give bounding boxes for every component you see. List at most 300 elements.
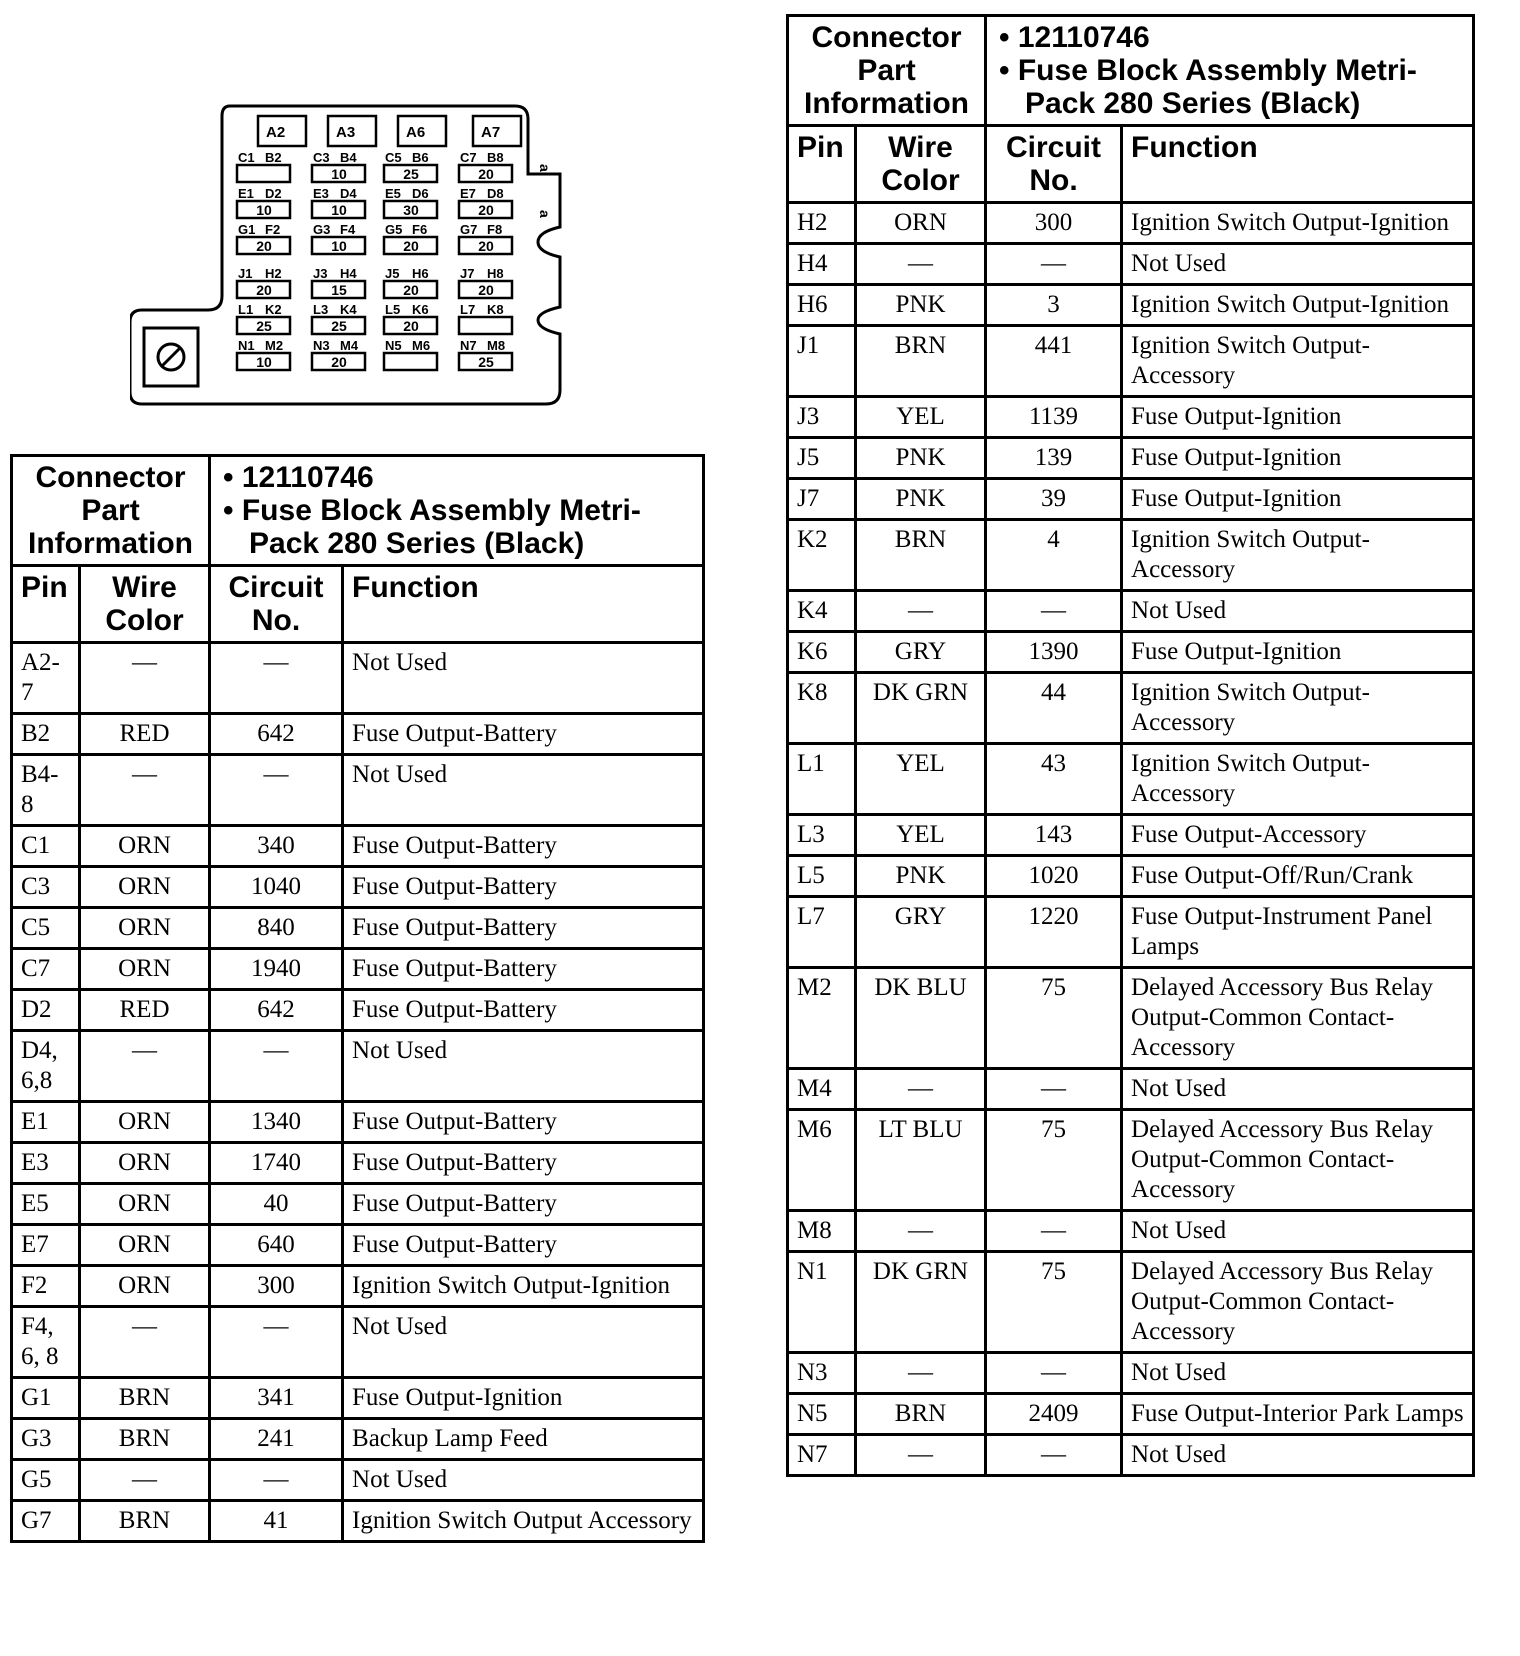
function-cell: Not Used (1122, 1435, 1474, 1476)
fuse-amperage: 20 (478, 166, 494, 182)
wire-color-cell: PNK (856, 479, 986, 520)
fuse-pin-left-label: G7 (460, 222, 478, 237)
wire-color-cell: — (856, 1435, 986, 1476)
pin-cell: F2 (12, 1266, 80, 1307)
fuse-amperage: 10 (256, 202, 272, 218)
fuse-pin-right-label: H2 (265, 266, 282, 281)
function-cell: Ignition Switch Output-Ignition (1122, 285, 1474, 326)
connector-part-info-label: Connector Part Information (788, 16, 986, 126)
circuit-cell: 40 (210, 1184, 343, 1225)
column-header-wire-color: Wire Color (856, 126, 986, 203)
pin-cell: L7 (788, 897, 856, 968)
function-cell: Fuse Output-Battery (343, 714, 704, 755)
connector-part-info-label: Connector Part Information (12, 456, 210, 566)
fuse-pin-left-label: G1 (238, 222, 256, 237)
wire-color-cell: ORN (80, 949, 210, 990)
function-cell: Fuse Output-Battery (343, 867, 704, 908)
fuse-pin-left-label: C3 (313, 150, 330, 165)
fuse-pin-left-label: E1 (238, 186, 254, 201)
function-cell: Ignition Switch Output Accessory (343, 1501, 704, 1542)
pin-row (12, 990, 704, 1031)
pin-cell: N7 (788, 1435, 856, 1476)
wire-color-cell: GRY (856, 897, 986, 968)
pin-row (12, 949, 704, 990)
fuse-pin-right-label: M4 (340, 338, 359, 353)
function-cell: Not Used (343, 1460, 704, 1501)
fuse-amperage: 10 (331, 202, 347, 218)
fuse-amperage: 20 (403, 282, 419, 298)
pin-row (788, 1069, 1474, 1110)
wire-color-cell: YEL (856, 815, 986, 856)
function-cell: Ignition Switch Output-Ignition (1122, 203, 1474, 244)
connector-part-info-values (210, 456, 704, 566)
column-header-circuit-no: Circuit No. (210, 566, 343, 643)
fuse-pin-left-label: L5 (385, 302, 401, 317)
circuit-cell: — (986, 1211, 1122, 1252)
top-slot-label: A3 (336, 124, 356, 141)
pin-row (12, 755, 704, 826)
pin-cell: N5 (788, 1394, 856, 1435)
circuit-cell: — (986, 591, 1122, 632)
pin-cell: B2 (12, 714, 80, 755)
circuit-cell: 143 (986, 815, 1122, 856)
fuse-pin-left-label: L3 (313, 302, 329, 317)
wire-color-cell: YEL (856, 397, 986, 438)
function-cell: Ignition Switch Output-Accessory (1122, 520, 1474, 591)
circuit-cell: 44 (986, 673, 1122, 744)
pin-row (12, 1031, 704, 1102)
wire-color-cell: ORN (80, 908, 210, 949)
wire-color-cell: ORN (856, 203, 986, 244)
left-pinout-table (10, 454, 705, 1543)
fuse-amperage: 20 (256, 282, 272, 298)
fuse-pin-left-label: C5 (385, 150, 402, 165)
wire-color-cell: — (856, 591, 986, 632)
pin-cell: E1 (12, 1102, 80, 1143)
circuit-cell: 39 (986, 479, 1122, 520)
connector-info-row (788, 16, 1474, 126)
circuit-cell: — (210, 1307, 343, 1378)
circuit-cell: — (986, 1353, 1122, 1394)
column-header-row (788, 126, 1474, 203)
wire-color-cell: — (80, 755, 210, 826)
pin-cell: G7 (12, 1501, 80, 1542)
fuse-amperage: 20 (256, 238, 272, 254)
fuse-pin-right-label: M6 (412, 338, 431, 353)
pin-row (788, 815, 1474, 856)
pin-row (788, 1394, 1474, 1435)
pin-row (788, 479, 1474, 520)
wire-color-cell: BRN (80, 1419, 210, 1460)
pin-cell: K8 (788, 673, 856, 744)
top-slot-label: A7 (481, 124, 501, 141)
column-header-wire-color: Wire Color (80, 566, 210, 643)
pin-row (12, 1102, 704, 1143)
circuit-cell: 4 (986, 520, 1122, 591)
circuit-cell: 75 (986, 1110, 1122, 1211)
pin-row (12, 643, 704, 714)
wire-color-cell: ORN (80, 826, 210, 867)
fuse-amperage: 20 (403, 318, 419, 334)
fuse-amperage: 20 (478, 282, 494, 298)
function-cell: Not Used (1122, 244, 1474, 285)
circuit-cell: 1040 (210, 867, 343, 908)
pin-row (12, 1501, 704, 1542)
pin-cell: E7 (12, 1225, 80, 1266)
pin-row (12, 1225, 704, 1266)
pin-row (12, 867, 704, 908)
fuse-amperage: 10 (256, 354, 272, 370)
pin-cell: J7 (788, 479, 856, 520)
wire-color-cell: — (80, 1031, 210, 1102)
fuse-pin-right-label: K4 (340, 302, 357, 317)
function-cell: Delayed Accessory Bus Relay Output-Common Contact-Accessory (1122, 1252, 1474, 1353)
fuse-pin-left-label: G3 (313, 222, 331, 237)
pin-row (788, 856, 1474, 897)
function-cell: Fuse Output-Battery (343, 1225, 704, 1266)
connector-part-number: • 12110746 (999, 21, 1150, 54)
circuit-cell: 1139 (986, 397, 1122, 438)
wire-color-cell: BRN (80, 1378, 210, 1419)
column-header-pin: Pin (12, 566, 80, 643)
function-cell: Fuse Output-Battery (343, 1184, 704, 1225)
function-cell: Not Used (1122, 1211, 1474, 1252)
function-cell: Not Used (1122, 1353, 1474, 1394)
wire-color-cell: ORN (80, 1143, 210, 1184)
top-slot-label: A2 (266, 124, 286, 141)
wire-color-cell: — (856, 244, 986, 285)
pin-row (788, 326, 1474, 397)
pin-row (788, 968, 1474, 1069)
fuse-pin-right-label: H8 (487, 266, 504, 281)
fuse-pin-left-label: N5 (385, 338, 402, 353)
top-slot-label: A6 (406, 124, 426, 141)
wire-color-cell: DK BLU (856, 968, 986, 1069)
fuse-amperage: 20 (331, 354, 347, 370)
fuse-amperage: 10 (331, 166, 347, 182)
pin-row (788, 285, 1474, 326)
fuse-amperage: 10 (331, 238, 347, 254)
column-header-pin: Pin (788, 126, 856, 203)
side-mark-upper: a (537, 164, 553, 172)
pin-cell: G3 (12, 1419, 80, 1460)
pin-cell: C7 (12, 949, 80, 990)
pin-row (788, 1252, 1474, 1353)
circuit-cell: 41 (210, 1501, 343, 1542)
circuit-cell: 1390 (986, 632, 1122, 673)
function-cell: Fuse Output-Battery (343, 908, 704, 949)
circuit-cell: 840 (210, 908, 343, 949)
fuse-pin-left-label: N7 (460, 338, 477, 353)
circuit-cell: 75 (986, 1252, 1122, 1353)
fuse-pin-right-label: M8 (487, 338, 506, 353)
fuse-pin-right-label: F4 (340, 222, 356, 237)
pin-row (788, 744, 1474, 815)
wire-color-cell: YEL (856, 744, 986, 815)
function-cell: Delayed Accessory Bus Relay Output-Common Contact-Accessory (1122, 1110, 1474, 1211)
function-cell: Not Used (343, 755, 704, 826)
pin-cell: N3 (788, 1353, 856, 1394)
fuse-pin-left-label: L7 (460, 302, 476, 317)
pin-row (12, 1184, 704, 1225)
circuit-cell: 1940 (210, 949, 343, 990)
circuit-cell: 75 (986, 968, 1122, 1069)
fuse-slot (384, 353, 437, 370)
pin-cell: E5 (12, 1184, 80, 1225)
function-cell: Fuse Output-Battery (343, 949, 704, 990)
fuse-pin-right-label: F6 (412, 222, 428, 237)
pin-cell: J3 (788, 397, 856, 438)
function-cell: Delayed Accessory Bus Relay Output-Common Contact-Accessory (1122, 968, 1474, 1069)
fuse-pin-left-label: J1 (238, 266, 253, 281)
circuit-cell: — (986, 244, 1122, 285)
wire-color-cell: — (80, 1307, 210, 1378)
circuit-cell: 300 (210, 1266, 343, 1307)
pin-cell: K2 (788, 520, 856, 591)
function-cell: Fuse Output-Ignition (1122, 632, 1474, 673)
wire-color-cell: ORN (80, 1184, 210, 1225)
fuse-pin-right-label: K2 (265, 302, 282, 317)
fuse-pin-right-label: B4 (340, 150, 357, 165)
pin-row (12, 826, 704, 867)
function-cell: Fuse Output-Interior Park Lamps (1122, 1394, 1474, 1435)
wire-color-cell: RED (80, 714, 210, 755)
circuit-cell: 300 (986, 203, 1122, 244)
fuse-pin-right-label: B2 (265, 150, 282, 165)
function-cell: Fuse Output-Battery (343, 1143, 704, 1184)
side-mark-lower: a (537, 210, 553, 218)
pin-row (12, 1460, 704, 1501)
circuit-cell: 642 (210, 714, 343, 755)
connector-part-number: • 12110746 (223, 461, 374, 494)
wire-color-cell: BRN (80, 1501, 210, 1542)
wire-color-cell: BRN (856, 520, 986, 591)
column-header-function: Function (343, 566, 704, 643)
function-cell: Not Used (343, 643, 704, 714)
circuit-cell: — (210, 755, 343, 826)
circuit-cell: 241 (210, 1419, 343, 1460)
fuse-pin-left-label: J3 (313, 266, 328, 281)
connector-info-row (12, 456, 704, 566)
circuit-cell: 1740 (210, 1143, 343, 1184)
pin-cell: D4, 6,8 (12, 1031, 80, 1102)
function-cell: Ignition Switch Output-Ignition (343, 1266, 704, 1307)
fuse-pin-left-label: L1 (238, 302, 254, 317)
circuit-cell: 441 (986, 326, 1122, 397)
pin-cell: G5 (12, 1460, 80, 1501)
pin-cell: F4, 6, 8 (12, 1307, 80, 1378)
fuse-amperage: 20 (478, 202, 494, 218)
fuse-pin-left-label: J5 (385, 266, 400, 281)
wire-color-cell: PNK (856, 856, 986, 897)
wire-color-cell: GRY (856, 632, 986, 673)
pin-cell: N1 (788, 1252, 856, 1353)
pin-cell: H2 (788, 203, 856, 244)
wire-color-cell: BRN (856, 1394, 986, 1435)
mounting-bolt-icon (158, 344, 184, 370)
circuit-cell: 2409 (986, 1394, 1122, 1435)
pin-row (12, 1266, 704, 1307)
function-cell: Fuse Output-Battery (343, 826, 704, 867)
fuse-pin-left-label: E7 (460, 186, 476, 201)
fuse-pin-left-label: E3 (313, 186, 329, 201)
wire-color-cell: — (80, 1460, 210, 1501)
function-cell: Fuse Output-Ignition (343, 1378, 704, 1419)
pin-row (12, 908, 704, 949)
circuit-cell: 1220 (986, 897, 1122, 968)
wire-color-cell: — (856, 1353, 986, 1394)
circuit-cell: — (210, 643, 343, 714)
fuse-amperage: 15 (331, 282, 347, 298)
fuse-pin-right-label: D6 (412, 186, 429, 201)
fuse-pin-left-label: C1 (238, 150, 255, 165)
wire-color-cell: ORN (80, 1225, 210, 1266)
wire-color-cell: — (856, 1211, 986, 1252)
fuse-pin-right-label: K6 (412, 302, 429, 317)
wire-color-cell: PNK (856, 438, 986, 479)
wire-color-cell: ORN (80, 867, 210, 908)
fuse-pin-right-label: H4 (340, 266, 357, 281)
fuse-amperage: 25 (403, 166, 419, 182)
pin-cell: D2 (12, 990, 80, 1031)
pin-cell: C1 (12, 826, 80, 867)
pin-row (12, 1378, 704, 1419)
fuse-amperage: 25 (478, 354, 494, 370)
function-cell: Not Used (343, 1031, 704, 1102)
fuse-amperage: 25 (331, 318, 347, 334)
wire-color-cell: ORN (80, 1266, 210, 1307)
pin-row (788, 1110, 1474, 1211)
wire-color-cell: ORN (80, 1102, 210, 1143)
function-cell: Fuse Output-Ignition (1122, 438, 1474, 479)
pin-cell: M8 (788, 1211, 856, 1252)
function-cell: Backup Lamp Feed (343, 1419, 704, 1460)
circuit-cell: — (986, 1435, 1122, 1476)
pin-cell: L5 (788, 856, 856, 897)
wire-color-cell: RED (80, 990, 210, 1031)
wire-color-cell: LT BLU (856, 1110, 986, 1211)
wire-color-cell: BRN (856, 326, 986, 397)
fuse-pin-left-label: J7 (460, 266, 475, 281)
pin-cell: H6 (788, 285, 856, 326)
pin-row (788, 673, 1474, 744)
wire-color-cell: DK GRN (856, 1252, 986, 1353)
pin-row (788, 244, 1474, 285)
pin-cell: E3 (12, 1143, 80, 1184)
pin-row (788, 1211, 1474, 1252)
pin-cell: L3 (788, 815, 856, 856)
pin-row (12, 1307, 704, 1378)
circuit-cell: 3 (986, 285, 1122, 326)
pin-cell: M6 (788, 1110, 856, 1211)
function-cell: Not Used (343, 1307, 704, 1378)
pin-row (788, 632, 1474, 673)
fuse-slot (459, 317, 512, 334)
function-cell: Not Used (1122, 591, 1474, 632)
connector-part-info-values (986, 16, 1474, 126)
pin-cell: K4 (788, 591, 856, 632)
pin-cell: C3 (12, 867, 80, 908)
fuse-pin-right-label: F8 (487, 222, 503, 237)
pin-row (12, 1419, 704, 1460)
fuse-block-diagram (130, 92, 592, 432)
function-cell: Fuse Output-Instrument Panel Lamps (1122, 897, 1474, 968)
circuit-cell: — (986, 1069, 1122, 1110)
fuse-amperage: 20 (478, 238, 494, 254)
function-cell: Ignition Switch Output-Accessory (1122, 744, 1474, 815)
fuse-pin-right-label: M2 (265, 338, 284, 353)
pin-row (788, 1353, 1474, 1394)
column-header-function: Function (1122, 126, 1474, 203)
pin-row (788, 397, 1474, 438)
pin-cell: L1 (788, 744, 856, 815)
fuse-pin-right-label: B6 (412, 150, 429, 165)
circuit-cell: 341 (210, 1378, 343, 1419)
pin-cell: J1 (788, 326, 856, 397)
right-pinout-table (786, 14, 1475, 1477)
column-header-row (12, 566, 704, 643)
fuse-pin-left-label: N1 (238, 338, 255, 353)
function-cell: Fuse Output-Battery (343, 1102, 704, 1143)
circuit-cell: — (210, 1460, 343, 1501)
connector-description: • Fuse Block Assembly Metri-Pack 280 Series (Black) (223, 494, 641, 560)
pin-row (788, 591, 1474, 632)
fuse-pin-left-label: C7 (460, 150, 477, 165)
function-cell: Fuse Output-Accessory (1122, 815, 1474, 856)
pin-row (788, 1435, 1474, 1476)
connector-description: • Fuse Block Assembly Metri-Pack 280 Series (Black) (999, 54, 1417, 120)
fuse-pin-left-label: G5 (385, 222, 403, 237)
circuit-cell: 1340 (210, 1102, 343, 1143)
fuse-amperage: 30 (403, 202, 419, 218)
pin-row (788, 438, 1474, 479)
function-cell: Ignition Switch Output-Accessory (1122, 326, 1474, 397)
pin-cell: A2-7 (12, 643, 80, 714)
fuse-pin-left-label: N3 (313, 338, 330, 353)
pin-row (788, 203, 1474, 244)
pin-cell: J5 (788, 438, 856, 479)
fuse-pin-right-label: B8 (487, 150, 504, 165)
fuse-amperage: 25 (256, 318, 272, 334)
circuit-cell: 139 (986, 438, 1122, 479)
pin-cell: C5 (12, 908, 80, 949)
pin-row (12, 1143, 704, 1184)
fuse-slot (237, 165, 290, 182)
pin-row (788, 520, 1474, 591)
function-cell: Not Used (1122, 1069, 1474, 1110)
fuse-pin-right-label: K8 (487, 302, 504, 317)
circuit-cell: 642 (210, 990, 343, 1031)
circuit-cell: 640 (210, 1225, 343, 1266)
circuit-cell: 43 (986, 744, 1122, 815)
fuse-pin-right-label: H6 (412, 266, 429, 281)
function-cell: Fuse Output-Ignition (1122, 397, 1474, 438)
fuse-pin-right-label: D2 (265, 186, 282, 201)
fuse-pin-left-label: E5 (385, 186, 401, 201)
pin-cell: G1 (12, 1378, 80, 1419)
wire-color-cell: — (856, 1069, 986, 1110)
fuse-amperage: 20 (403, 238, 419, 254)
fuse-pin-right-label: D8 (487, 186, 504, 201)
circuit-cell: 1020 (986, 856, 1122, 897)
function-cell: Fuse Output-Ignition (1122, 479, 1474, 520)
wire-color-cell: — (80, 643, 210, 714)
pin-cell: M2 (788, 968, 856, 1069)
wire-color-cell: PNK (856, 285, 986, 326)
circuit-cell: — (210, 1031, 343, 1102)
function-cell: Fuse Output-Battery (343, 990, 704, 1031)
column-header-circuit-no: Circuit No. (986, 126, 1122, 203)
